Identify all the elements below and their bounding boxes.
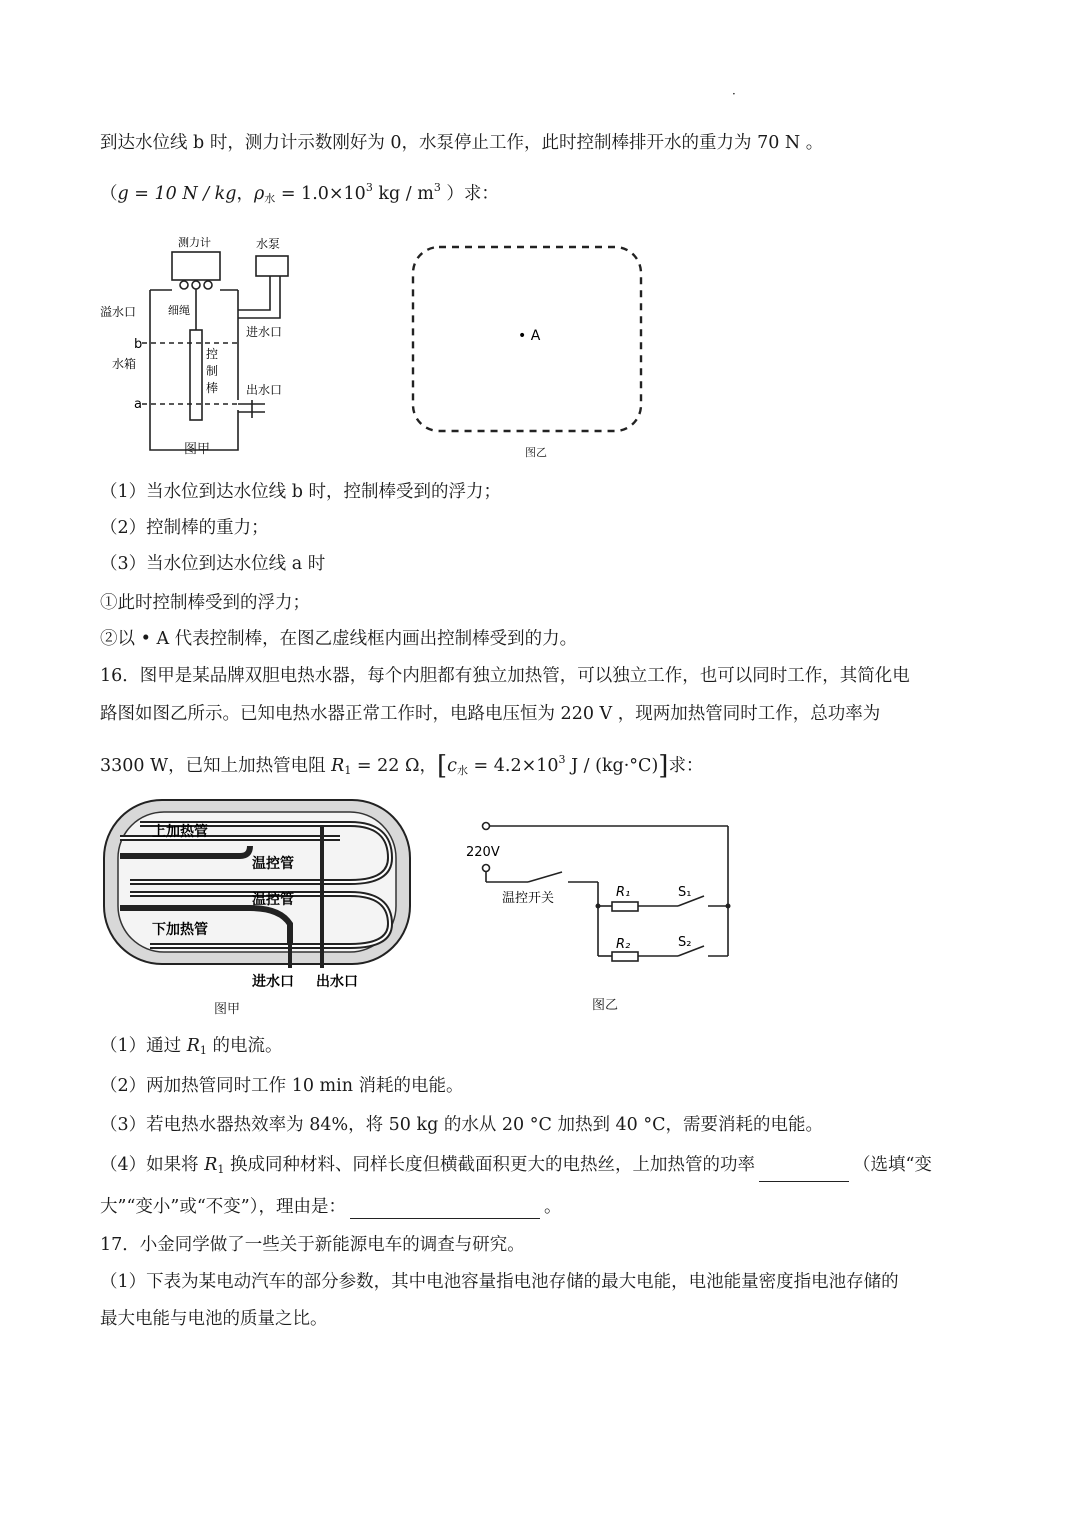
outlet-label: 出水口 (316, 974, 358, 990)
r2-label: R₂ (616, 937, 631, 952)
tank-label: 水箱 (112, 357, 137, 371)
answer-blank-reason[interactable] (350, 1200, 540, 1219)
q16-fig-jia-caption: 图甲 (214, 1002, 241, 1017)
inlet-label: 进水口 (246, 325, 283, 339)
answer-blank-power[interactable] (759, 1163, 849, 1182)
q15-figure-yi (410, 244, 646, 436)
q15-fig-jia-caption: 图甲 (184, 442, 211, 457)
q16-line2: 路图如图乙所示。已知电热水器正常工作时，电路电压恒为 220 V ，现两加热管同时工作，总功率为 (100, 704, 881, 724)
q15-item1: （1）当水位到达水位线 b 时，控制棒受到的浮力； (100, 482, 501, 502)
meter-label: 测力计 (178, 236, 211, 249)
rope-label: 细绳 (168, 304, 190, 317)
q16-line1: 16．图甲是某品牌双胆电热水器，每个内胆都有独立加热管，可以独立工作，也可以同时工作，其简化电 (100, 666, 910, 686)
pump-label: 水泵 (256, 237, 281, 251)
q17-line2: （1）下表为某电动汽车的部分参数，其中电池容量指电池存储的最大电能，电池能量密度指电池存储的 (100, 1272, 899, 1292)
q15-item3-1: ①此时控制棒受到的浮力； (100, 593, 310, 613)
q16-figure-yi (460, 812, 740, 972)
q16-item1: （1）通过 $R_1$ 的电流。 (100, 1036, 283, 1057)
thermo-tube-label-1: 温控管 (252, 856, 294, 872)
overflow-label: 溢水口 (100, 305, 137, 319)
q16-item4: （4）如果将 $R_1$ 换成同种材料、同样长度但横截面积更大的电热丝，上加热管的功率 （选填“变 (100, 1153, 932, 1182)
q15-item3: （3）当水位到达水位线 a 时 (100, 554, 326, 574)
q15-line1: 到达水位线 b 时，测力计示数刚好为 0，水泵停止工作，此时控制棒排开水的重力为 70 N 。 (100, 133, 824, 153)
b-label: b (134, 337, 143, 352)
q16-item4-line2: 大”“变小”或“不变”），理由是： 。 (100, 1197, 562, 1217)
voltage-label: 220V (466, 845, 500, 860)
q15-line2: （g = 10 N / kg，$\rho_水 = 1.0\times 10^3$ kg / $m^3$ ）求： (100, 181, 499, 205)
force-meter-box (172, 252, 220, 280)
page-mark: · (732, 87, 736, 101)
lower-heater-label: 下加热管 (152, 922, 208, 938)
q16-item2: （2）两加热管同时工作 10 min 消耗的电能。 (100, 1076, 464, 1096)
q15-item3-2: ②以 • A 代表控制棒，在图乙虚线框内画出控制棒受到的力。 (100, 629, 578, 649)
rod-label-1: 控 (206, 347, 219, 361)
point-a-label: • A (518, 328, 541, 344)
rod-label-2: 制 (206, 364, 219, 378)
q16-item3: （3）若电热水器热效率为 84%，将 50 kg 的水从 20 °C 加热到 40 °C，需要消耗的电能。 (100, 1115, 823, 1135)
q17-line1: 17．小金同学做了一些关于新能源电车的调查与研究。 (100, 1235, 525, 1255)
inlet-label: 进水口 (252, 974, 294, 990)
q16-fig-yi-caption: 图乙 (592, 998, 619, 1013)
r1-label: R₁ (616, 885, 631, 900)
upper-heater-label: 上加热管 (152, 824, 208, 840)
outlet-label: 出水口 (246, 383, 283, 397)
rod-label-3: 棒 (206, 381, 219, 395)
q17-line3: 最大电能与电池的质量之比。 (100, 1309, 328, 1329)
q15-item2: （2）控制棒的重力； (100, 518, 269, 538)
q15-fig-yi-caption: 图乙 (525, 446, 547, 459)
thermo-tube-label-2: 温控管 (252, 892, 294, 908)
s1-label: S₁ (678, 885, 692, 900)
q16-line3: 3300 W，已知上加热管电阻 $R_1 = 22$ Ω，[$c_水 = 4.2\times 10^3$ J / (kg·°C)]求： (100, 751, 704, 781)
thermo-switch-label: 温控开关 (502, 891, 555, 906)
s2-label: S₂ (678, 935, 692, 950)
a-label: a (134, 397, 142, 412)
q16-figure-jia (100, 796, 420, 996)
q15-figure-jia (100, 230, 310, 460)
